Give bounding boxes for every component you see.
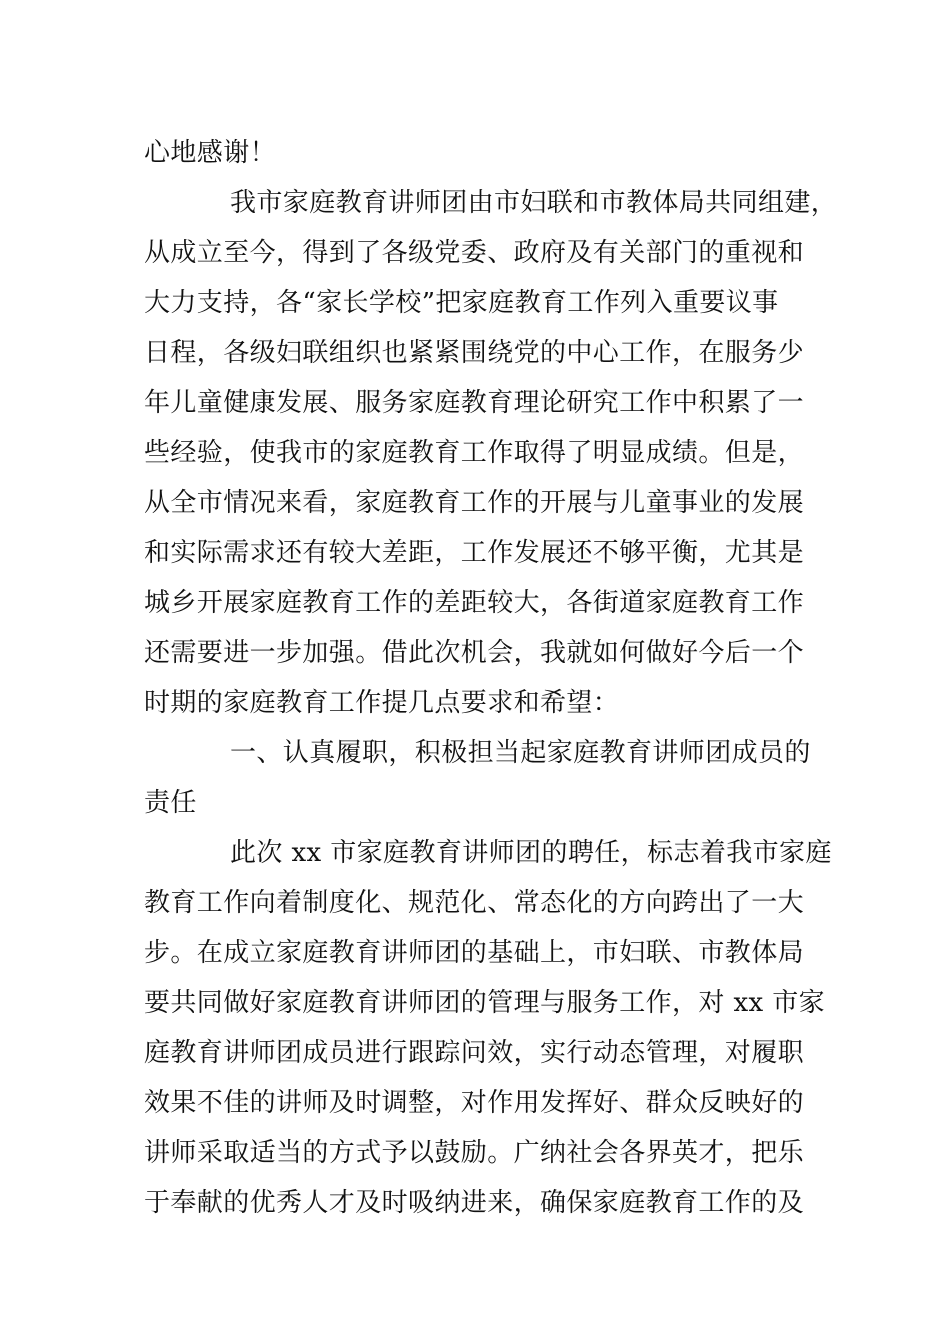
text-line: 城乡开展家庭教育工作的差距较大，各街道家庭教育工作 (144, 588, 805, 618)
text-line: 年儿童健康发展、服务家庭教育理论研究工作中积累了一 (144, 388, 805, 418)
paragraph-start-line: 此次 xx 市家庭教育讲师团的聘任，标志着我市家庭 (230, 838, 832, 868)
text-line: 还需要进一步加强。借此次机会，我就如何做好今后一个 (144, 638, 805, 668)
text-line: 心地感谢！ (144, 138, 277, 168)
text-line: 庭教育讲师团成员进行跟踪问效，实行动态管理，对履职 (144, 1038, 805, 1068)
text-line: 大力支持，各“家长学校”把家庭教育工作列入重要议事 (144, 288, 779, 318)
text-line: 和实际需求还有较大差距，工作发展还不够平衡，尤其是 (144, 538, 805, 568)
section-heading-line: 一、认真履职，积极担当起家庭教育讲师团成员的 (230, 738, 811, 768)
paragraph-start-line: 我市家庭教育讲师团由市妇联和市教体局共同组建， (230, 188, 838, 218)
text-line: 日程，各级妇联组织也紧紧围绕党的中心工作，在服务少 (144, 338, 805, 368)
text-line: 从全市情况来看，家庭教育工作的开展与儿童事业的发展 (144, 488, 805, 518)
text-line: 讲师采取适当的方式予以鼓励。广纳社会各界英才，把乐 (144, 1138, 805, 1168)
text-line: 要共同做好家庭教育讲师团的管理与服务工作，对 xx 市家 (144, 988, 826, 1018)
text-line: 时期的家庭教育工作提几点要求和希望： (144, 688, 620, 718)
text-line: 步。在成立家庭教育讲师团的基础上，市妇联、市教体局 (144, 938, 805, 968)
text-line: 效果不佳的讲师及时调整，对作用发挥好、群众反映好的 (144, 1088, 805, 1118)
section-heading-line: 责任 (144, 788, 197, 818)
text-line: 些经验，使我市的家庭教育工作取得了明显成绩。但是， (144, 438, 805, 468)
text-line: 于奉献的优秀人才及时吸纳进来，确保家庭教育工作的及 (144, 1188, 805, 1218)
text-line: 从成立至今，得到了各级党委、政府及有关部门的重视和 (144, 238, 805, 268)
text-line: 教育工作向着制度化、规范化、常态化的方向跨出了一大 (144, 888, 805, 918)
